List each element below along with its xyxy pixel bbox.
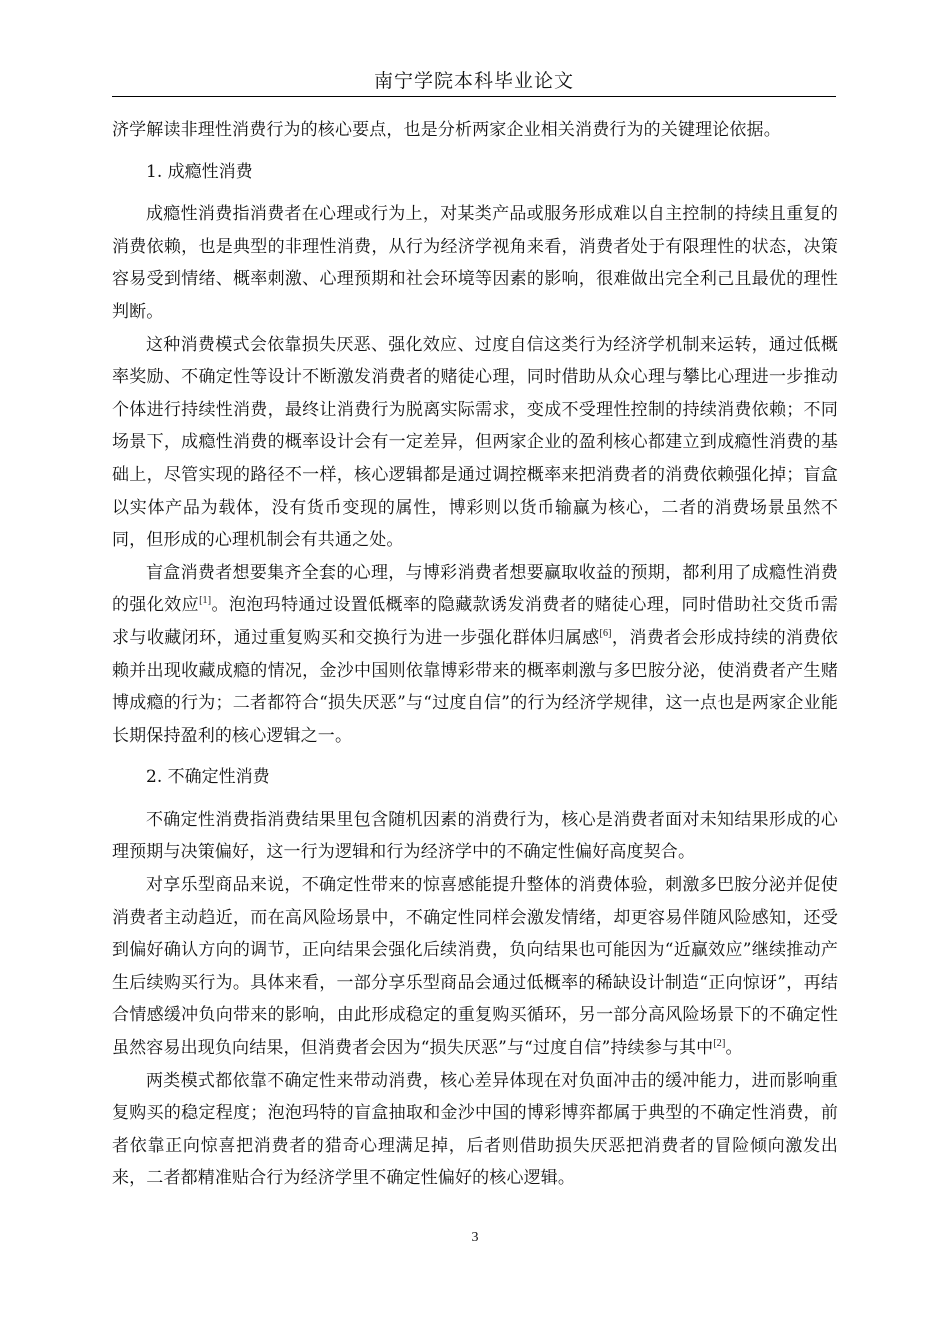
header-divider (112, 96, 836, 97)
paragraph-text: 对享乐型商品来说，不确定性带来的惊喜感能提升整体的消费体验，刺激多巴胺分泌并促使消费者主动趋近，而在高风险场景中，不确定性同样会激发情绪，却更容易伴随风险感知，还受到偏好确认方向的调节，正向结果会强化后续消费，负向结果也可能因为“近赢效应”继续推动产生后续购买行为。具体来看，一部分享乐型商品会通过低概率的稀缺设计制造“正向惊讶”，再结合情感缓冲负向带来的影响，由此形成稳定的重复购买循环，另一部分高风险场景下的不确定性虽然容易出现负向结果，但消费者会因为“损失厌恶”与“过度自信”持续参与其中 (112, 875, 838, 1059)
citation-ref: [6] (599, 627, 612, 639)
paragraph-blindbox-gambling (112, 557, 838, 753)
page-header-title: 南宁学院本科毕业论文 (373, 70, 574, 92)
paper-body (112, 114, 838, 1195)
paragraph-continuation: 济学解读非理性消费行为的核心要点，也是分析两家企业相关消费行为的关键理论依据。 (112, 120, 781, 140)
paragraph-text: 。泡泡玛特通过设置低概率的隐藏款诱发消费者的赌徒心理，同时借助社交货币需求与收藏闭环，通过重复购买和交换行为进一步强化群体归属感 (112, 595, 838, 648)
paragraph-addictive-mechanism: 这种消费模式会依靠损失厌恶、强化效应、过度自信这类行为经济学机制来运转，通过低概率奖励、不确定性等设计不断激发消费者的赌徒心理，同时借助从众心理与攀比心理进一步推动个体进行持续性消费，最终让消费行为脱离实际需求，变成不受理性控制的持续消费依赖；不同场景下，成瘾性消费的概率设计会有一定差异，但两家企业的盈利核心都建立到成瘾性消费的基础上，尽管实现的路径不一样，核心逻辑都是通过调控概率来把消费者的消费依赖强化掉；盲盒以实体产品为载体，没有货币变现的属性，博彩则以货币输赢为核心，二者的消费场景虽然不同，但形成的心理机制会有共通之处。 (112, 334, 838, 551)
paragraph-hedonic-goods (112, 869, 838, 1065)
section-heading-uncertain-consumption: 2. 不确定性消费 (146, 767, 270, 788)
paragraph-uncertain-definition: 不确定性消费指消费结果里包含随机因素的消费行为，核心是消费者面对未知结果形成的心理预期与决策偏好，这一行为逻辑和行为经济学中的不确定性偏好高度契合。 (112, 809, 838, 863)
paragraph-addictive-definition: 成瘾性消费指消费者在心理或行为上，对某类产品或服务形成难以自主控制的持续且重复的消费依赖，也是典型的非理性消费，从行为经济学视角来看，消费者处于有限理性的状态，决策容易受到情绪、概率刺激、心理预期和社会环境等因素的影响，很难做出完全利己且最优的理性判断。 (112, 204, 838, 322)
paragraph-text: ，消费者会形成持续的消费依赖并出现收藏成瘾的情况，金沙中国则依靠博彩带来的概率刺激与多巴胺分泌，使消费者产生赌博成瘾的行为；二者都符合“损失厌恶”与“过度自信”的行为经济学规律，这一点也是两家企业能长期保持盈利的核心逻辑之一。 (112, 627, 839, 746)
paragraph-text: 盲盒消费者想要集齐全套的心理，与博彩消费者想要赢取收益的预期，都利用了成瘾性消费的强化效应 (112, 562, 838, 616)
citation-ref: [2] (713, 1038, 726, 1050)
paragraph-text: 。 (725, 1038, 743, 1059)
citation-ref: [1] (199, 595, 212, 607)
paragraph-two-models: 两类模式都依靠不确定性来带动消费，核心差异体现在对负面冲击的缓冲能力，进而影响重复购买的稳定程度；泡泡玛特的盲盒抽取和金沙中国的博彩博弈都属于典型的不确定性消费，前者依靠正向惊喜把消费者的猎奇心理满足掉，后者则借助损失厌恶把消费者的冒险倾向激发出来，二者都精准贴合行为经济学里不确定性偏好的核心逻辑。 (112, 1070, 838, 1189)
page-number: 3 (471, 1230, 479, 1245)
section-heading-addictive-consumption: 1. 成瘾性消费 (146, 161, 253, 182)
